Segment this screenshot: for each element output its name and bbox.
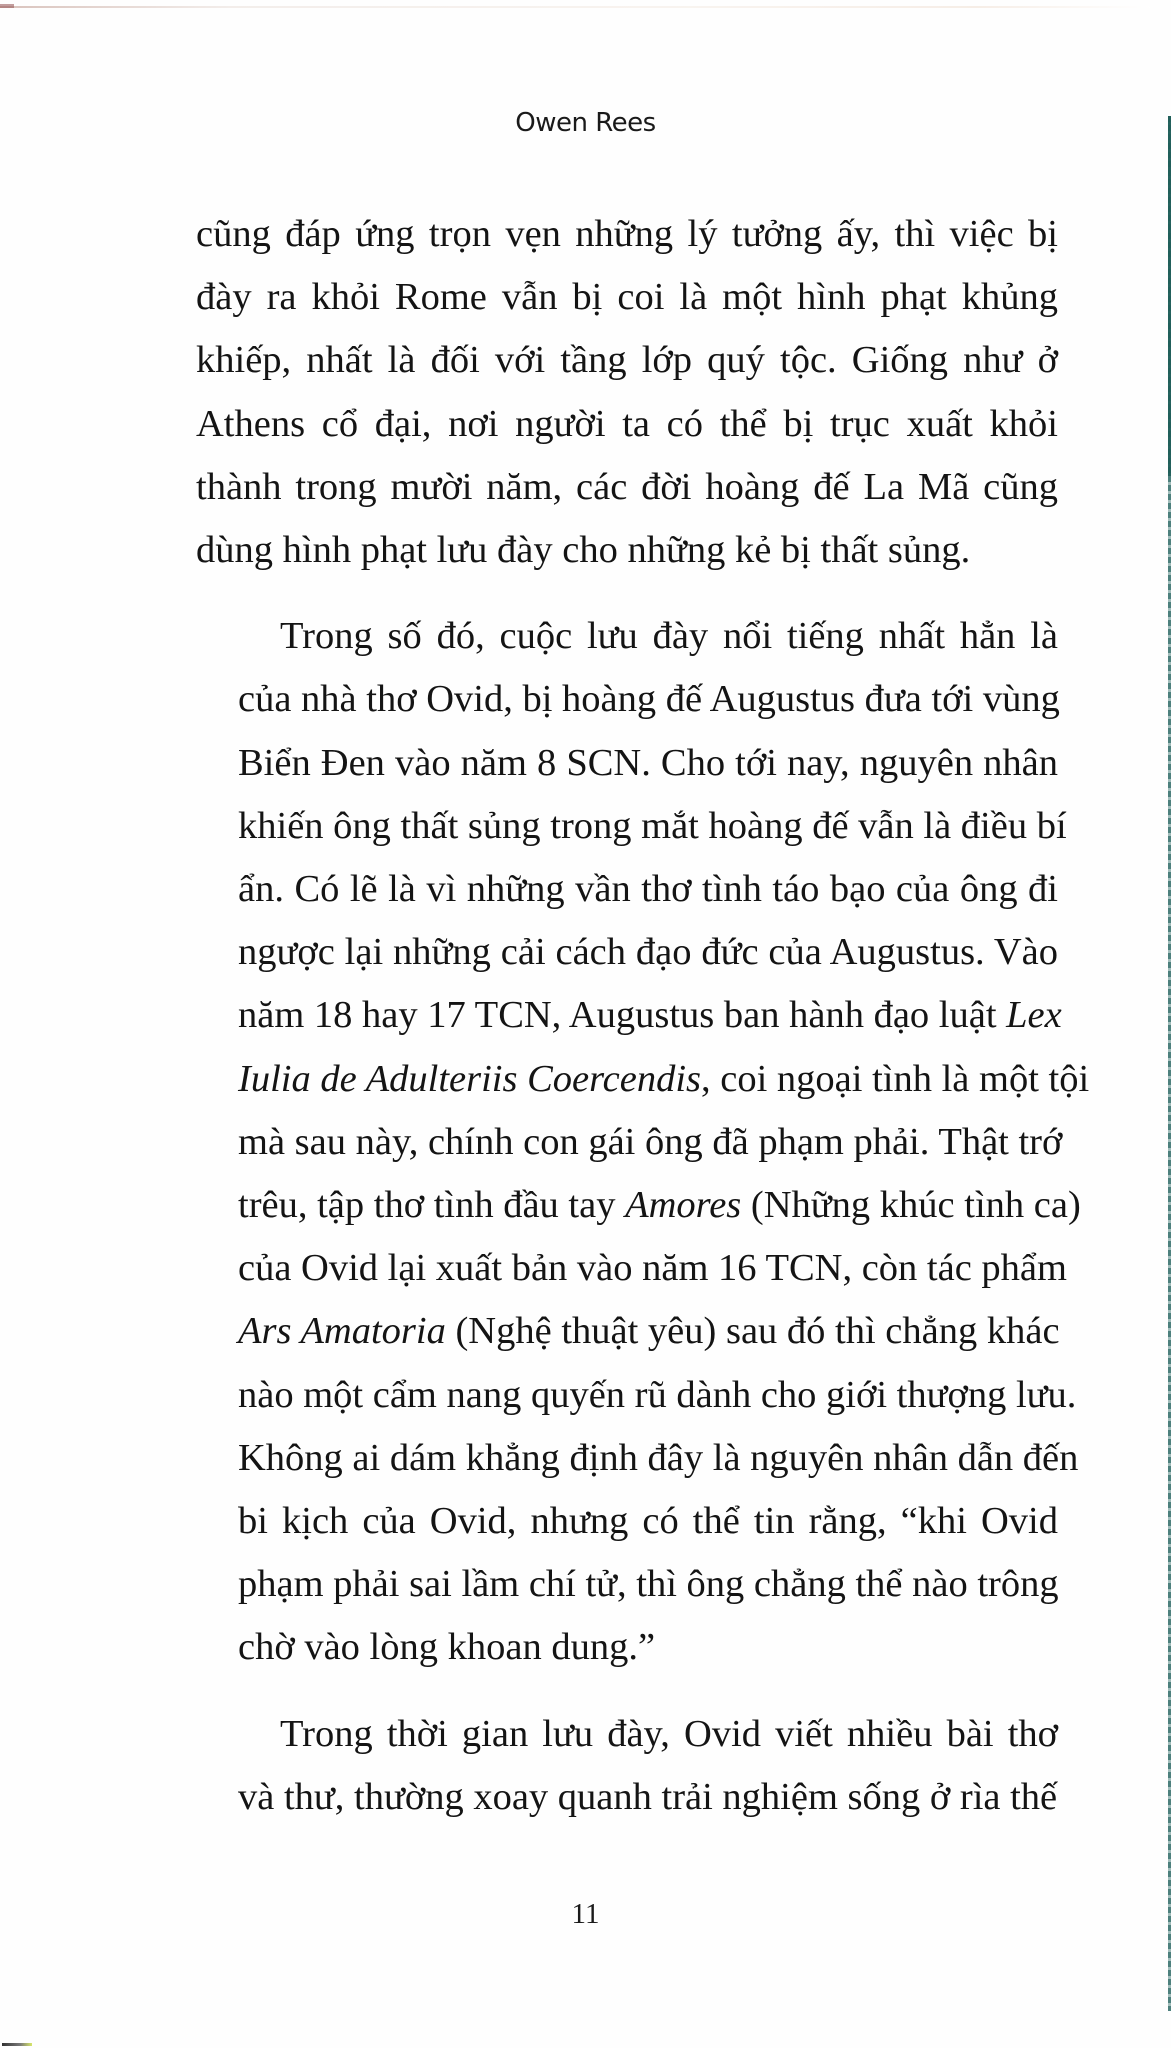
text-segment: cũng đáp ứng trọn vẹn những lý tưởng ấy, thì việc bị <box>196 213 1058 255</box>
text-line <box>196 668 1058 731</box>
text-line <box>196 1300 1058 1363</box>
text-segment: và thư, thường xoay quanh trải nghiệm sống ở rìa thế <box>238 1775 1058 1818</box>
text-line <box>196 456 1058 519</box>
scan-corner-mark-bottom <box>2 2043 32 2046</box>
text-line <box>196 266 1058 329</box>
paragraph <box>196 203 1058 582</box>
text-segment: ngược lại những cải cách đạo đức của Augustus. Vào <box>238 931 1058 974</box>
text-segment: Trong thời gian lưu đày, Ovid viết nhiều bài thơ <box>280 1712 1058 1755</box>
text-segment: Biển Đen vào năm 8 SCN. Cho tới nay, nguyên nhân <box>238 741 1058 784</box>
text-segment: của nhà thơ Ovid, bị hoàng đế Augustus đưa tới vùng <box>238 678 1060 721</box>
text-line <box>196 393 1058 456</box>
text-line <box>196 1616 1058 1679</box>
text-line <box>196 1237 1067 1300</box>
body-text <box>196 203 1090 1829</box>
text-line <box>196 984 1062 1047</box>
page-number: 11 <box>571 1898 600 1930</box>
text-segment: thành trong mười năm, các đời hoàng đế La Mã cũng <box>196 465 1058 508</box>
text-segment: bi kịch của Ovid, nhưng có thể tin rằng, “khi Ovid <box>238 1500 1058 1543</box>
text-line <box>196 203 1058 266</box>
italic-title: Amores <box>625 1184 742 1227</box>
text-segment: (Những khúc tình ca) <box>741 1184 1081 1227</box>
paragraph <box>196 1703 1058 1829</box>
text-line <box>196 1048 1090 1111</box>
text-segment: năm 18 hay 17 TCN, Augustus ban hành đạo luật <box>238 994 1007 1037</box>
text-segment: dùng hình phạt lưu đày cho những kẻ bị thất sủng. <box>196 529 971 572</box>
italic-title: Ars Amatoria <box>238 1310 446 1353</box>
text-segment: (Nghệ thuật yêu) sau đó thì chẳng khác <box>445 1310 1060 1353</box>
text-segment: khiến ông thất sủng trong mắt hoàng đế vẫn là điều bí <box>238 804 1067 847</box>
text-line <box>196 605 1058 668</box>
text-line <box>196 732 1058 795</box>
text-line <box>196 329 1058 392</box>
text-line <box>196 1703 1058 1766</box>
text-line <box>196 519 1058 582</box>
text-line <box>196 1427 1079 1490</box>
text-line <box>196 1364 1077 1427</box>
text-line <box>196 1766 1058 1829</box>
text-segment: phạm phải sai lầm chí tử, thì ông chẳng thể nào trông <box>238 1563 1059 1606</box>
scan-corner-mark <box>0 4 14 8</box>
text-line <box>196 795 1067 858</box>
text-segment: của Ovid lại xuất bản vào năm 16 TCN, còn tác phẩm <box>238 1247 1067 1290</box>
text-segment: trêu, tập thơ tình đầu tay <box>238 1184 626 1227</box>
text-line <box>196 858 1058 921</box>
text-segment: , coi ngoại tình là một tội <box>701 1057 1090 1100</box>
text-line <box>196 1111 1063 1174</box>
text-segment: đày ra khỏi Rome vẫn bị coi là một hình phạt khủng <box>196 276 1058 319</box>
page-top-edge <box>0 6 1150 8</box>
text-segment: mà sau này, chính con gái ông đã phạm phải. Thật trớ <box>238 1120 1063 1163</box>
text-segment: Trong số đó, cuộc lưu đày nổi tiếng nhất hẳn là <box>280 615 1058 658</box>
text-segment: nào một cẩm nang quyến rũ dành cho giới thượng lưu. <box>238 1373 1077 1416</box>
text-segment: Không ai dám khẳng định đây là nguyên nhân dẫn đến <box>238 1436 1079 1479</box>
running-head-author: Owen Rees <box>515 108 656 138</box>
text-line <box>196 1490 1058 1553</box>
text-line <box>196 1174 1081 1237</box>
text-line <box>196 921 1058 984</box>
text-segment: chờ vào lòng khoan dung.” <box>238 1626 656 1669</box>
text-segment: khiếp, nhất là đối với tầng lớp quý tộc. Giống như ở <box>196 339 1058 382</box>
paragraph <box>196 605 1090 1679</box>
text-segment: Athens cổ đại, nơi người ta có thể bị trục xuất khỏi <box>196 402 1058 445</box>
italic-title: Lex <box>1006 994 1062 1037</box>
text-segment: ẩn. Có lẽ là vì những vần thơ tình táo bạo của ông đi <box>238 868 1058 911</box>
italic-title: Iulia de Adulteriis Coercendis <box>238 1057 702 1100</box>
text-line <box>196 1553 1058 1616</box>
